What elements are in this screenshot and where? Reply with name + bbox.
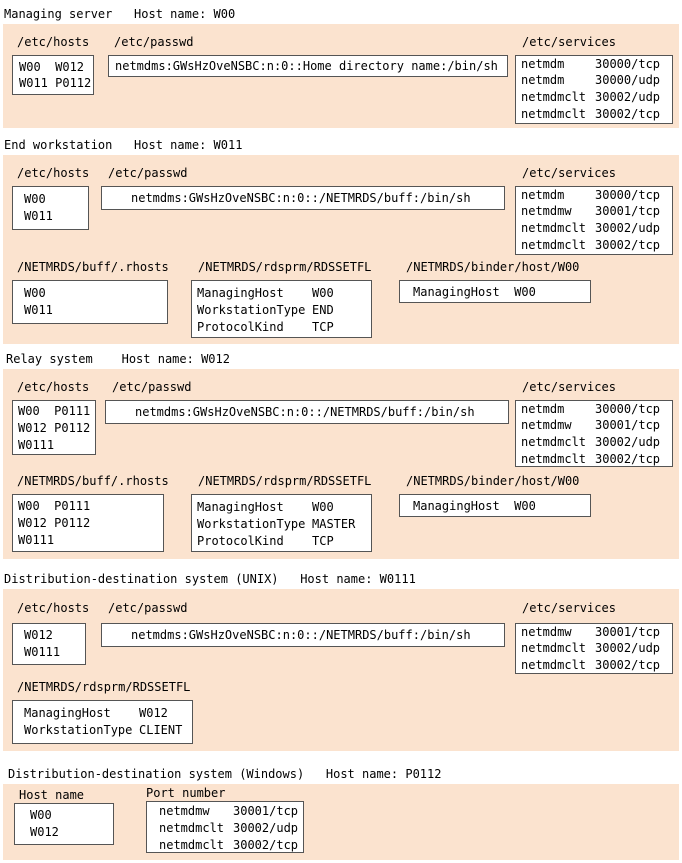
passwd-label: /etc/passwd xyxy=(108,601,188,615)
rhosts-box xyxy=(12,280,168,324)
rdssetfl-value: TCP xyxy=(312,320,334,334)
passwd-value: netmdms:GWsHzOveNSBC:n:0::Home directory name:/bin/sh xyxy=(115,59,498,73)
binder-label: /NETMRDS/binder/host/W00 xyxy=(406,474,580,488)
service-name: netmdmclt xyxy=(521,435,587,449)
service-port: 30000/tcp xyxy=(595,57,661,71)
service-port: 30002/tcp xyxy=(595,658,661,672)
managing-panel xyxy=(3,24,679,128)
rdssetfl-box xyxy=(12,700,193,744)
hosts-line: W00 xyxy=(24,192,46,206)
service-name: netmdmw xyxy=(521,625,572,639)
windows-panel xyxy=(3,784,679,860)
rdssetfl-key: ProtocolKind xyxy=(197,320,284,334)
windows-section-title: Distribution-destination system (Windows) Host name: P0112 xyxy=(8,767,442,781)
rhosts-label: /NETMRDS/buff/.rhosts xyxy=(17,260,169,274)
rdssetfl-value: W012 xyxy=(139,706,168,720)
end-panel xyxy=(3,155,679,344)
rdssetfl-value: END xyxy=(312,303,334,317)
service-port: 30002/tcp xyxy=(595,107,661,121)
service-port: 30001/tcp xyxy=(595,418,661,432)
hosts-label: /etc/hosts xyxy=(17,601,90,615)
port-value: 30002/udp xyxy=(233,821,299,835)
rdssetfl-value: W00 xyxy=(312,500,334,514)
binder-label: /NETMRDS/binder/host/W00 xyxy=(406,260,580,274)
services-box xyxy=(515,623,673,674)
rdssetfl-key: ManagingHost xyxy=(197,286,284,300)
hosts-label: /etc/hosts xyxy=(17,380,90,394)
port-label: Port number xyxy=(146,786,226,800)
port-value: 30001/tcp xyxy=(233,804,299,818)
service-name: netmdm xyxy=(521,73,565,87)
rhosts-label: /NETMRDS/buff/.rhosts xyxy=(17,474,169,488)
hosts-line: W011 xyxy=(24,209,53,223)
hosts-box xyxy=(12,186,89,230)
rdssetfl-key: WorkstationType xyxy=(24,723,133,737)
binder-box xyxy=(399,494,591,517)
port-name: netmdmclt xyxy=(159,838,225,852)
rdssetfl-label: /NETMRDS/rdsprm/RDSSETFL xyxy=(198,260,372,274)
service-port: 30000/tcp xyxy=(595,402,661,416)
passwd-box xyxy=(108,55,508,77)
rdssetfl-label: /NETMRDS/rdsprm/RDSSETFL xyxy=(198,474,372,488)
service-port: 30000/udp xyxy=(595,73,661,87)
service-name: netmdm xyxy=(521,188,565,202)
hosts-line: W012 P0112 xyxy=(18,421,91,435)
passwd-value: netmdms:GWsHzOveNSBC:n:0::/NETMRDS/buff:/bin/sh xyxy=(135,405,475,419)
hosts-label: /etc/hosts xyxy=(17,35,90,49)
rhosts-line: W011 xyxy=(24,303,53,317)
port-box xyxy=(146,801,304,853)
service-name: netmdmclt xyxy=(521,221,587,235)
passwd-box xyxy=(101,186,505,210)
rdssetfl-key: ProtocolKind xyxy=(197,534,284,548)
rhosts-box xyxy=(12,494,164,552)
service-port: 30002/udp xyxy=(595,641,661,655)
service-port: 30002/udp xyxy=(595,90,661,104)
service-port: 30001/tcp xyxy=(595,625,661,639)
end-section-title: End workstation Host name: W011 xyxy=(4,138,243,152)
rdssetfl-box xyxy=(191,494,372,552)
rhosts-line: W012 P0112 xyxy=(18,516,91,530)
service-name: netmdmclt xyxy=(521,641,587,655)
rdssetfl-value: W00 xyxy=(312,286,334,300)
rdssetfl-value: TCP xyxy=(312,534,334,548)
service-port: 30002/tcp xyxy=(595,238,661,252)
service-name: netmdmw xyxy=(521,418,572,432)
passwd-box xyxy=(101,623,505,647)
relay-panel xyxy=(3,369,679,559)
passwd-value: netmdms:GWsHzOveNSBC:n:0::/NETMRDS/buff:/bin/sh xyxy=(131,628,471,642)
port-name: netmdmw xyxy=(159,804,210,818)
hostname-line: W012 xyxy=(30,825,59,839)
rdssetfl-value: CLIENT xyxy=(139,723,183,737)
passwd-label: /etc/passwd xyxy=(114,35,194,49)
hosts-box xyxy=(12,623,86,665)
passwd-box xyxy=(105,400,509,424)
hosts-label: /etc/hosts xyxy=(17,166,90,180)
hosts-box xyxy=(12,55,94,95)
service-port: 30002/udp xyxy=(595,221,661,235)
services-box xyxy=(515,186,673,255)
managing-section-title: Managing server Host name: W00 xyxy=(4,7,236,21)
service-name: netmdm xyxy=(521,57,565,71)
service-name: netmdmclt xyxy=(521,238,587,252)
relay-section-title: Relay system Host name: W012 xyxy=(6,352,230,366)
passwd-label: /etc/passwd xyxy=(108,166,188,180)
services-label: /etc/services xyxy=(522,601,616,615)
service-name: netmdmw xyxy=(521,204,572,218)
hosts-line: W00 W012 xyxy=(19,60,85,74)
rhosts-line: W00 xyxy=(24,286,46,300)
hosts-line: W011 P0112 xyxy=(19,76,92,90)
rdssetfl-label: /NETMRDS/rdsprm/RDSSETFL xyxy=(17,680,191,694)
hosts-line: W0111 xyxy=(18,438,55,452)
hostname-line: W00 xyxy=(30,808,52,822)
service-port: 30002/udp xyxy=(595,435,661,449)
services-box xyxy=(515,55,673,124)
services-label: /etc/services xyxy=(522,380,616,394)
rdssetfl-key: WorkstationType xyxy=(197,303,306,317)
hostname-label: Host name xyxy=(19,788,85,802)
rhosts-line: W0111 xyxy=(18,533,55,547)
rhosts-line: W00 P0111 xyxy=(18,499,91,513)
unix-section-title: Distribution-destination system (UNIX) Host name: W0111 xyxy=(4,572,416,586)
hosts-line: W012 xyxy=(24,628,53,642)
service-name: netmdmclt xyxy=(521,658,587,672)
port-name: netmdmclt xyxy=(159,821,225,835)
binder-box xyxy=(399,280,591,303)
binder-value: ManagingHost W00 xyxy=(413,499,536,513)
services-box xyxy=(515,400,673,467)
rdssetfl-key: WorkstationType xyxy=(197,517,306,531)
service-port: 30002/tcp xyxy=(595,452,661,466)
services-label: /etc/services xyxy=(522,35,616,49)
rdssetfl-box xyxy=(191,280,372,338)
service-port: 30000/tcp xyxy=(595,188,661,202)
service-name: netmdmclt xyxy=(521,107,587,121)
hosts-line: W00 P0111 xyxy=(18,404,91,418)
rdssetfl-key: ManagingHost xyxy=(197,500,284,514)
rdssetfl-value: MASTER xyxy=(312,517,356,531)
port-value: 30002/tcp xyxy=(233,838,299,852)
rdssetfl-key: ManagingHost xyxy=(24,706,111,720)
passwd-value: netmdms:GWsHzOveNSBC:n:0::/NETMRDS/buff:/bin/sh xyxy=(131,191,471,205)
services-label: /etc/services xyxy=(522,166,616,180)
service-name: netmdmclt xyxy=(521,452,587,466)
service-name: netmdm xyxy=(521,402,565,416)
binder-value: ManagingHost W00 xyxy=(413,285,536,299)
service-port: 30001/tcp xyxy=(595,204,661,218)
hostname-box xyxy=(14,803,114,845)
service-name: netmdmclt xyxy=(521,90,587,104)
unix-panel xyxy=(3,589,679,751)
passwd-label: /etc/passwd xyxy=(112,380,192,394)
hosts-box xyxy=(12,400,96,455)
hosts-line: W0111 xyxy=(24,645,61,659)
